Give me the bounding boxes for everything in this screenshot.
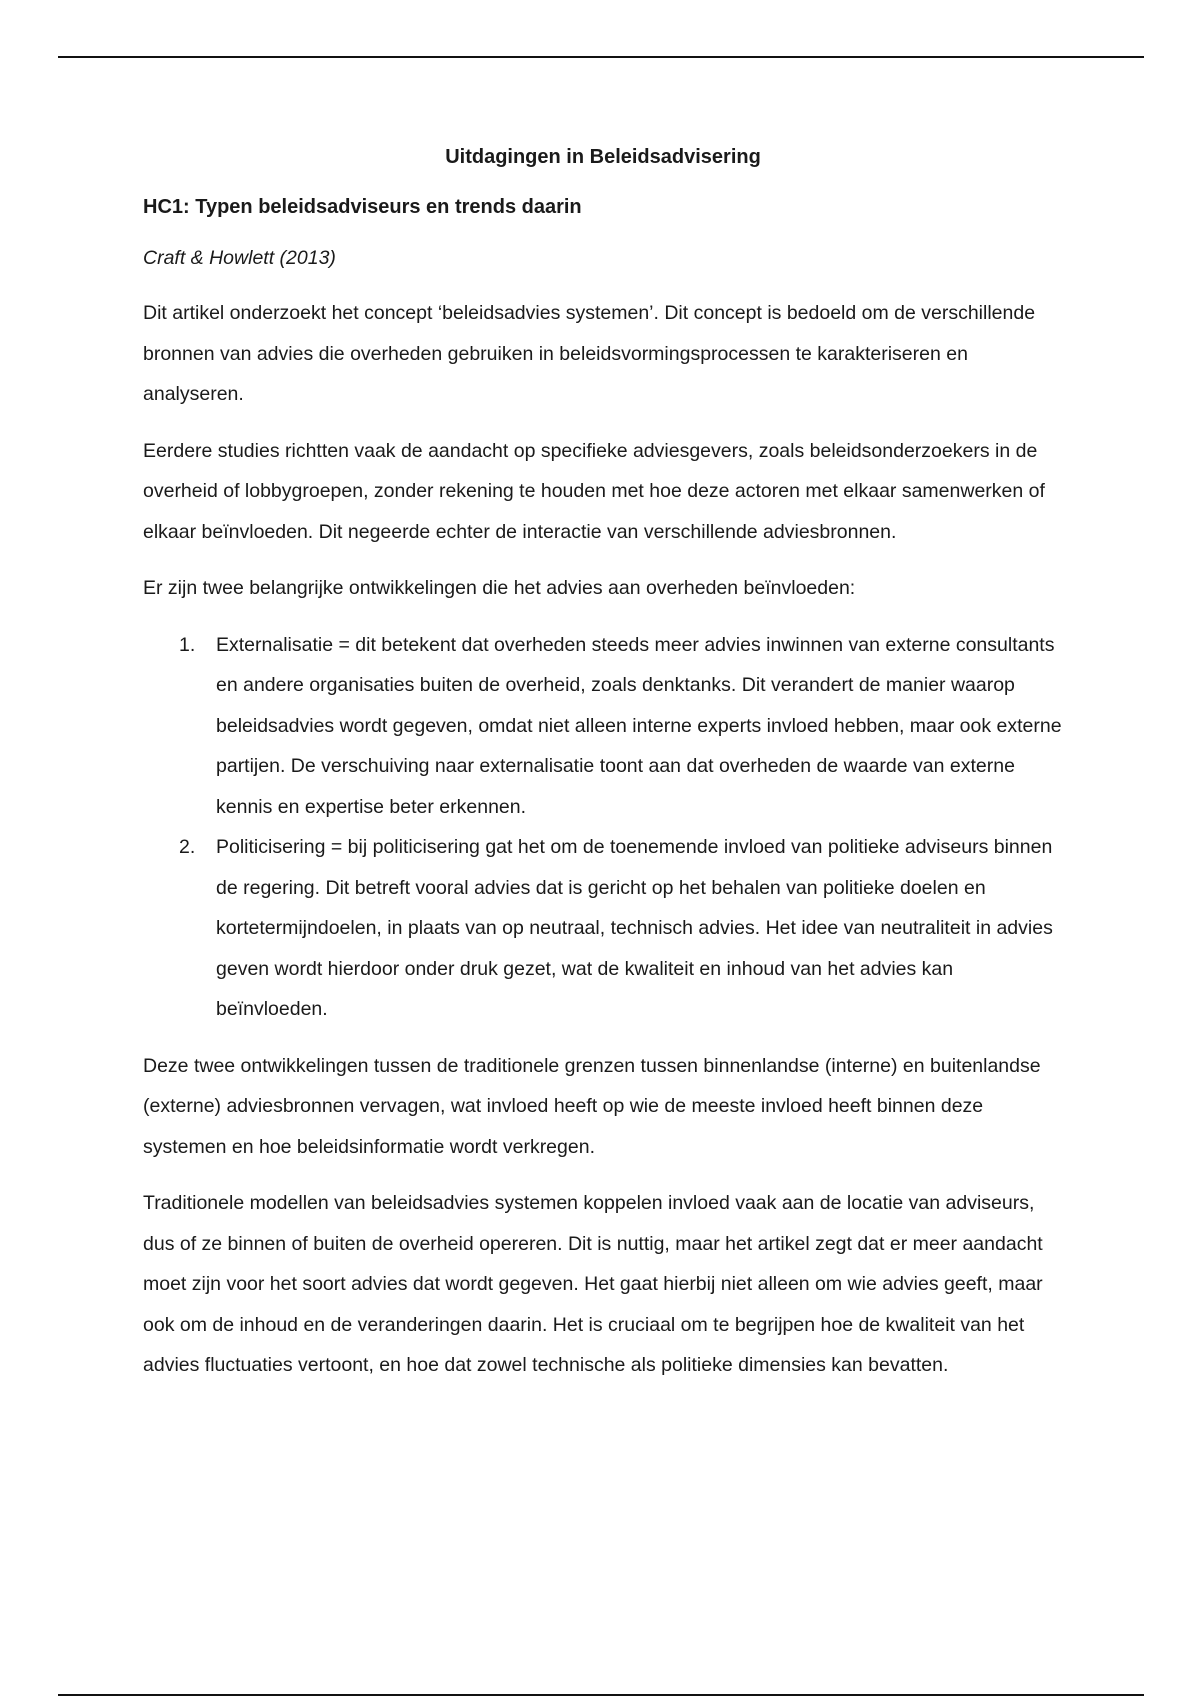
list-item bbox=[143, 625, 1063, 828]
paragraph-previous-studies: Eerdere studies richtten vaak de aandacht op specifieke adviesgevers, zoals beleidsonderzoekers in de overheid of lobbygroepen, zonder rekening te houden met hoe deze actoren met elkaar samenwerken of elkaar beïnvloeden. Dit negeerde echter de interactie van verschillende adviesbronnen. bbox=[143, 439, 1045, 543]
list-item-text: Politicisering = bij politicisering gat het om de toenemende invloed van politieke adviseurs binnen de regering. Dit betreft vooral advies dat is gericht op het behalen van politieke doelen en kortetermijndoelen, in plaats van op neutraal, technisch advies. Het idee van neutraliteit in advies geven wordt hierdoor onder druk gezet, wat de kwaliteit en inhoud van het advies kan beïnvloeden. bbox=[216, 836, 1053, 1020]
paragraph-developments-intro: Er zijn twee belangrijke ontwikkelingen die het advies aan overheden beïnvloeden: bbox=[143, 577, 856, 599]
citation: Craft & Howlett (2013) bbox=[143, 247, 336, 269]
developments-list bbox=[143, 625, 1063, 1030]
paragraph-intro: Dit artikel onderzoekt het concept ‘beleidsadvies systemen’. Dit concept is bedoeld om de verschillende bronnen van advies die overheden gebruiken in beleidsvormingsprocessen te karakteriseren en analyseren. bbox=[143, 302, 1036, 405]
list-number: 1. bbox=[179, 633, 196, 656]
list-item bbox=[143, 827, 1063, 1030]
top-divider bbox=[58, 56, 1144, 58]
list-number: 2. bbox=[179, 836, 196, 858]
section-heading: HC1: Typen beleidsadviseurs en trends daarin bbox=[143, 196, 582, 218]
document-page bbox=[143, 140, 1063, 1402]
document-title: Uitdagingen in Beleidsadvisering bbox=[445, 146, 761, 168]
bottom-divider bbox=[58, 1694, 1144, 1696]
paragraph-boundaries: Deze twee ontwikkelingen tussen de traditionele grenzen tussen binnenlandse (interne) en buitenlandse (externe) adviesbronnen vervagen, wat invloed heeft op wie de meeste invloed heeft binnen deze systemen en hoe beleidsinformatie wordt verkregen. bbox=[143, 1054, 1041, 1158]
paragraph-traditional-models: Traditionele modellen van beleidsadvies systemen koppelen invloed vaak aan de locatie van adviseurs, dus of ze binnen of buiten de overheid opereren. Dit is nuttig, maar het artikel zegt dat er meer aandacht moet zijn voor het soort advies dat wordt gegeven. Het gaat hierbij niet alleen om wie advies geeft, maar ook om de inhoud en de veranderingen daarin. Het is cruciaal om te begrijpen hoe de kwaliteit van het advies fluctuaties vertoont, en hoe dat zowel technische als politieke dimensies kan bevatten. bbox=[143, 1192, 1043, 1376]
list-item-text: Externalisatie = dit betekent dat overheden steeds meer advies inwinnen van externe consultants en andere organisaties buiten de overheid, zoals denktanks. Dit verandert de manier waarop beleidsadvies wordt gegeven, omdat niet alleen interne experts invloed hebben, maar ook externe partijen. De verschuiving naar externalisatie toont aan dat overheden de waarde van externe kennis en expertise beter erkennen. bbox=[216, 633, 1062, 818]
